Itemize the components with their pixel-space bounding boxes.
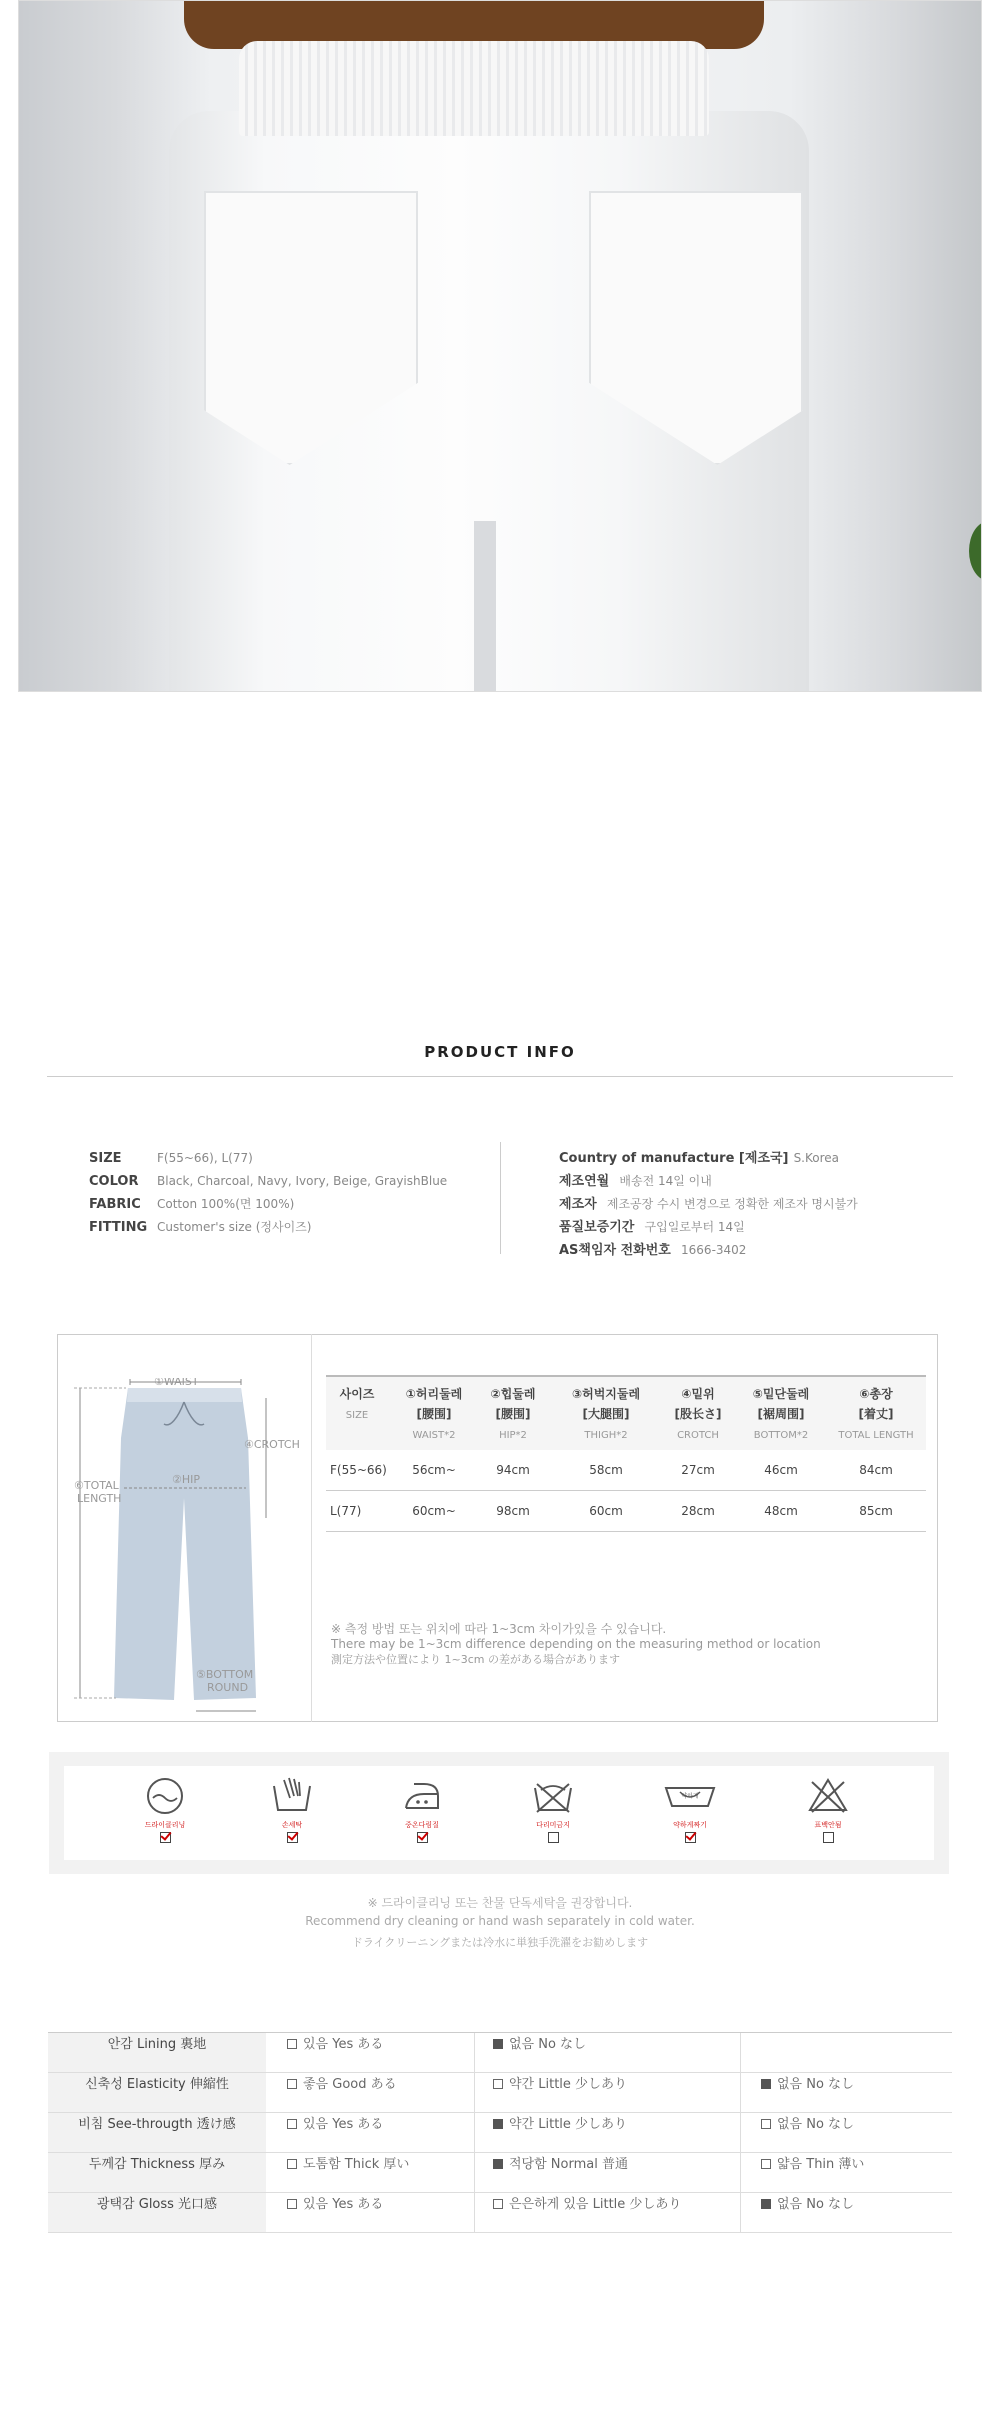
attribute-name: 안감 Lining 裏地 [48,2033,266,2072]
product-photo [18,0,982,692]
attribute-option: 약간 Little 少しあり [493,2113,627,2152]
option-checkbox [761,2119,771,2129]
attribute-option: 없음 No なし [761,2193,854,2232]
round-label: ROUND [207,1681,249,1694]
care-checkbox [548,1832,559,1843]
info-value: Customer's size (정사이즈) [157,1220,312,1234]
header-cell: ②힙둘레 [腰围] HIP*2 [490,1387,536,1441]
care-item-no-bleach [783,1776,873,1843]
attribute-name: 신축성 Elasticity 伸縮性 [48,2073,266,2112]
attribute-option: 얇음 Thin 薄い [761,2153,864,2192]
header-cell: 사이즈 SIZE [339,1387,375,1421]
care-item-hand-wash [247,1776,337,1843]
info-value: Black, Charcoal, Navy, Ivory, Beige, GrayishBlue [157,1174,448,1188]
care-checkbox [685,1832,696,1843]
info-label: SIZE [89,1151,122,1166]
care-checkbox [417,1832,428,1843]
care-label: 드라이클리닝 [144,1821,186,1829]
option-checkbox [287,2199,297,2209]
hip-label: ②HIP [172,1473,201,1486]
care-item-mesh-bag [645,1776,735,1843]
info-label: 제조연월 [559,1174,610,1189]
care-label: 표백안됨 [814,1821,842,1829]
wash-note-jp: ドライクリーニングまたは冷水に単独手洗濯をお勧めします [351,1936,649,1949]
table-cell: 85cm [859,1504,893,1518]
attribute-option: 적당함 Normal 普通 [493,2153,628,2192]
product-info-right [559,1147,858,1262]
attribute-name: 광택감 Gloss 光口感 [48,2193,266,2232]
crotch-label: ④CROTCH [244,1438,300,1451]
header-cell: ④밑위 [股长さ] CROTCH [674,1387,722,1441]
wash-note-en: Recommend dry cleaning or hand wash separately in cold water. [305,1914,695,1928]
info-value: 구입일로부터 14일 [644,1220,745,1234]
no-bleach-icon [806,1776,850,1816]
info-label: 품질보증기간 [559,1220,635,1235]
attribute-option: 없음 No なし [761,2073,854,2112]
table-cell: 94cm [496,1463,530,1477]
table-cell: L(77) [330,1504,362,1518]
option-checkbox [287,2039,297,2049]
svg-text:약하게: 약하게 [681,1793,699,1800]
header-cell: ⑥총장 [着丈] TOTAL LENGTH [838,1387,914,1441]
waist-label: ①WAIST [154,1378,199,1388]
size-table [326,1375,926,1532]
option-checkbox [761,2159,771,2169]
attribute-name: 비침 See-througth 透け感 [48,2113,266,2152]
option-checkbox [493,2039,503,2049]
attribute-option: 약간 Little 少しあり [493,2073,627,2112]
care-item-iron-medium [377,1776,467,1843]
care-item-dry-clean [120,1776,210,1843]
care-checkbox [160,1832,171,1843]
info-value: 제조공장 수시 변경으로 정확한 제조자 명시불가 [606,1197,858,1211]
divider [500,1142,501,1254]
option-checkbox [493,2119,503,2129]
total-label: ⑥TOTAL [74,1479,119,1492]
care-checkbox [823,1832,834,1843]
mesh-laundry-bag-icon [662,1776,718,1816]
attribute-option: 도톰함 Thick 厚い [287,2153,409,2192]
table-row [48,2073,952,2113]
attribute-name: 두께감 Thickness 厚み [48,2153,266,2192]
table-row [326,1491,926,1532]
wash-note-kr: ※ 드라이클리닝 또는 찬물 단독세탁을 권장합니다. [367,1896,633,1910]
note-line: There may be 1~3cm difference depending on the measuring method or location [331,1637,821,1651]
attribute-option: 없음 No なし [493,2033,586,2072]
option-checkbox [493,2199,503,2209]
care-item-no-iron [508,1776,598,1843]
care-label: 다리미금지 [536,1821,570,1829]
attribute-option: 있음 Yes ある [287,2113,383,2152]
info-value: Cotton 100%(면 100%) [157,1197,295,1211]
info-label: FITTING [89,1220,148,1235]
care-label: 중온다림질 [405,1821,439,1829]
table-cell: 56cm~ [412,1463,456,1477]
care-label: 손세탁 [281,1821,303,1829]
attribute-option: 없음 No なし [761,2113,854,2152]
table-cell: 46cm [764,1463,798,1477]
attribute-option: 있음 Yes ある [287,2193,383,2232]
table-cell: 28cm [681,1504,715,1518]
product-info-left [89,1147,447,1239]
care-label: 약하게짜기 [673,1821,707,1829]
table-row [48,2033,952,2073]
table-row [48,2193,952,2233]
attribute-option: 있음 Yes ある [287,2033,383,2072]
info-label: AS책임자 전화번호 [559,1243,671,1258]
table-cell: 84cm [859,1463,893,1477]
iron-medium-icon [400,1776,444,1816]
table-cell: 60cm~ [412,1504,456,1518]
table-cell: 27cm [681,1463,715,1477]
bottom-label: ⑤BOTTOM [196,1668,254,1681]
option-checkbox [287,2079,297,2089]
option-checkbox [493,2159,503,2169]
table-cell: 48cm [764,1504,798,1518]
hand-wash-icon [270,1776,314,1816]
header-cell: ①허리둘레 [腰围] WAIST*2 [405,1387,463,1441]
info-label: COLOR [89,1174,139,1189]
table-cell: 58cm [589,1463,623,1477]
table-row [48,2113,952,2153]
length-label: LENGTH [77,1492,122,1505]
info-value: 배송전 14일 이내 [619,1174,712,1188]
care-checkbox [287,1832,298,1843]
note-line: ※ 측정 방법 또는 위치에 따라 1~3cm 차이가있을 수 있습니다. [331,1622,667,1636]
info-label: FABRIC [89,1197,141,1212]
info-label: Country of manufacture [제조국] [559,1151,789,1166]
table-cell: F(55~66) [330,1463,387,1477]
option-checkbox [287,2119,297,2129]
info-value: S.Korea [793,1151,840,1165]
info-value: 1666-3402 [681,1243,747,1257]
pants-measurement-diagram [66,1378,316,1718]
info-value: F(55~66), L(77) [157,1151,253,1165]
fabric-attribute-table [48,2032,952,2233]
attribute-option: 좋음 Good ある [287,2073,397,2112]
dry-clean-icon [143,1776,187,1816]
table-cell: 98cm [496,1504,530,1518]
info-label: 제조자 [559,1197,597,1212]
table-cell: 60cm [589,1504,623,1518]
divider [47,1076,953,1077]
option-checkbox [287,2159,297,2169]
header-cell: ③허벅지둘레 [大腿围] THIGH*2 [571,1387,641,1441]
header-cell: ⑤밑단둘레 [裾周围] BOTTOM*2 [752,1387,810,1441]
table-row [48,2153,952,2193]
product-info-title: PRODUCT INFO [424,1043,576,1061]
table-row [326,1450,926,1491]
note-line: 測定方法や位置により 1~3cm の差がある場合があります [331,1653,620,1666]
size-table-header [326,1375,926,1450]
option-checkbox [761,2199,771,2209]
no-iron-icon [531,1776,575,1816]
attribute-option: 은은하게 있음 Little 少しあり [493,2193,681,2232]
option-checkbox [493,2079,503,2089]
option-checkbox [761,2079,771,2089]
size-notes [331,1620,821,1667]
